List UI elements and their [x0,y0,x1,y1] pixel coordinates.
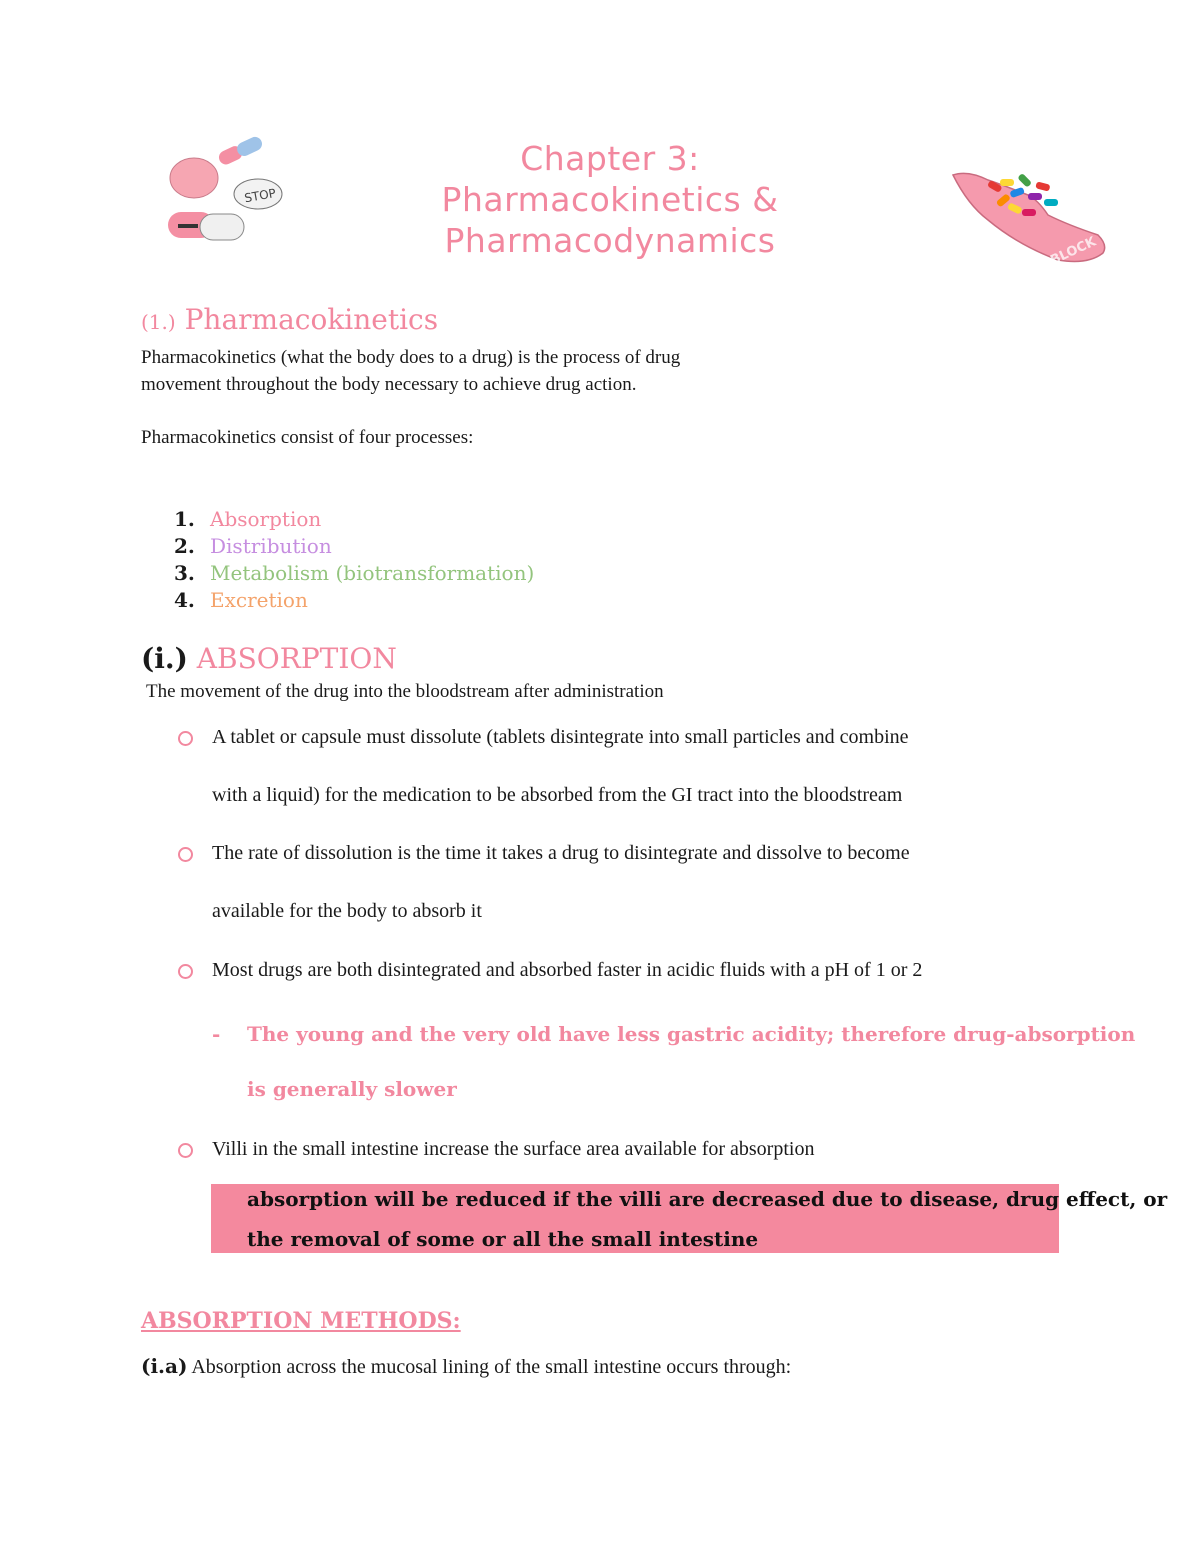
section-number: (1.) [141,310,176,334]
process-absorption: Absorption [210,507,322,531]
list-item [174,587,534,614]
section-title: Pharmacokinetics [184,303,439,336]
absorption-definition: The movement of the drug into the bloodstream after administration [146,681,664,702]
highlight-line-1: absorption will be reduced if the villi are decreased due to disease, drug effect, or [247,1187,1168,1211]
circle-bullet-icon [178,964,193,979]
methods-paragraph [141,1354,791,1379]
title-line-2: Pharmacokinetics & [441,180,779,219]
intro-line-1: Pharmacokinetics (what the body does to a drug) is the process of drug [141,347,681,368]
highlight-line-2: the removal of some or all the small intestine [247,1227,759,1251]
process-excretion: Excretion [210,588,308,612]
absorption-title: ABSORPTION [196,642,397,675]
highlight-note [211,1184,1168,1253]
processes-intro: Pharmacokinetics consist of four processes: [141,427,474,448]
methods-label: (i.a) [141,1354,188,1378]
dash-marker: - [212,1022,221,1046]
absorption-methods-heading: ABSORPTION METHODS: [141,1308,461,1334]
process-distribution: Distribution [210,534,332,558]
circle-bullet-icon [178,1143,193,1158]
absorption-label: (i.) [141,642,188,675]
list-item [174,506,534,533]
intro-line-2: movement throughout the body necessary to achieve drug action. [141,374,637,395]
list-number: 4. [174,588,195,612]
stop-label: STOP [243,186,277,206]
intro-paragraph [141,344,680,398]
round-pill [170,158,218,198]
list-number: 1. [174,507,195,531]
list-number: 3. [174,561,195,585]
process-list [174,506,534,614]
circle-bullet-icon [178,847,193,862]
bullet-1-line-1: A tablet or capsule must dissolute (tablets disintegrate into small particles and combine [212,726,909,748]
sub-bullet-line-2: is generally slower [247,1077,457,1101]
absorption-heading [141,642,397,675]
capsule-top [217,135,265,167]
sub-bullet-line-1: The young and the very old have less gastric acidity; therefore drug-absorption [247,1022,1136,1046]
bullet-1-line-2: with a liquid) for the medication to be absorbed from the GI tract into the bloodstream [212,784,903,806]
list-item [174,533,534,560]
bullet-2-line-2: available for the body to absorb it [212,900,482,922]
title-line-1: Chapter 3: [520,139,700,178]
bullet-2-line-1: The rate of dissolution is the time it takes a drug to disintegrate and dissolve to become [212,842,910,864]
hand-pills-illustration [948,165,1118,285]
process-metabolism: Metabolism (biotransformation) [210,561,535,585]
circle-bullet-icon [178,731,193,746]
methods-text: Absorption across the mucosal lining of the small intestine occurs through: [187,1356,792,1378]
capsule-bottom [168,212,244,240]
page-title [300,138,920,261]
pills-illustration [160,130,310,250]
title-line-3: Pharmacodynamics [444,221,776,260]
list-number: 2. [174,534,195,558]
block-watermark: BLOCK [1048,234,1099,269]
bullet-4-text: Villi in the small intestine increase the surface area available for absorption [212,1138,815,1160]
list-item [174,560,534,587]
bullet-3-text: Most drugs are both disintegrated and absorbed faster in acidic fluids with a pH of 1 or 2 [212,959,923,981]
section-heading-pharmacokinetics [141,303,438,336]
